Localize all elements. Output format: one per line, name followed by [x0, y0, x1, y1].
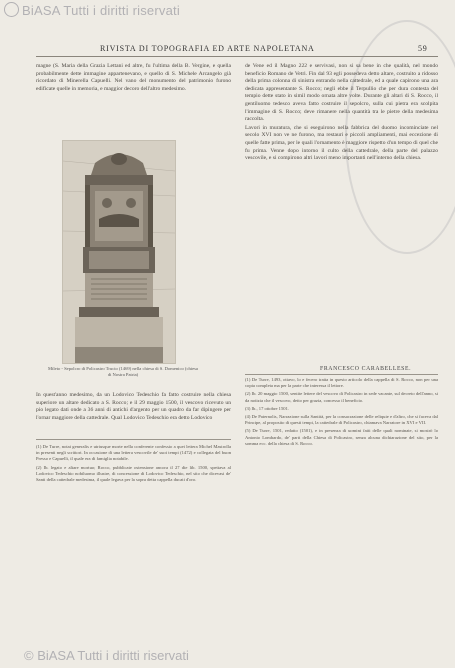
right-column-text — [245, 63, 438, 363]
footnote: (2) Ib. 20 maggio 1500, sentite lettere del vescovo di Policastro in sede vacante, sul decreto dell'anno, si da notizia che il vescovo, detto per grazia, concesso il beneficio. — [245, 391, 438, 403]
footnote: (5) De Turre, 1501, redatto (1501), e in presenza di uomini fatti delle quali nominate, si mostrò lo Antonio Lombardo, de' parti della Chiesa di Policastro, senza alcuna dichiarazione del sito, per la somma ecc. della chiesa di S. Rocco. — [245, 428, 438, 446]
left-column-text — [36, 63, 231, 137]
paragraph: magne (S. Maria della Grazia Lettani ed altre, fu l'ultima della B. Vergine, e quella probabilmente dette immagine appartenevano, e quello di S. Michele Arcangelo già ricordato di Minerella Capuelli. Nel vano del monumento del patrimonio furono edificate quelle in memoria, e maggior decoro dell'altro medesimo. — [36, 63, 231, 92]
footnote: (1) De Turre, 1493, ottavo, lo e fecero tratta in questo articolo della cappella di S. Rocco, non per una copia completa ma per la parte che interessa il lettore. — [245, 377, 438, 389]
tomb-monument-engraving — [63, 141, 175, 363]
footnote: (4) De Paternolis, Narrazione sulla Santità, per la consacrazione delle reliquie e d'altro, che si faceva dal Principe, al proposito di questi tempi, la cattedrale di Policastro, chiamava Narratore in XVI e VII. — [245, 414, 438, 426]
page-number: 59 — [418, 44, 428, 53]
paragraph: In quest'anno medesimo, da un Lodovico Tedeschio fa fatto costruire nella chiesa superiore un altare dedicato a S. Rocco; e il 29 maggio 1500, il vescovo ricevuto un pio legato dati onde a 36 anni di antichi d'argento per un quadro da far dipingere per l'ornar maggiore della cattedrale. Qual Lodovico Tedeschio era detto Lodovico — [36, 392, 231, 421]
author-signature: FRANCESCO CARABELLESE. — [320, 366, 412, 372]
header-rule — [36, 56, 438, 57]
footnote: (2) Ib. legato e altare mortuo; Rocco, pubblicate ostensione ancora il 27 die lib. 1500, spettava al Lodovico Tedeschio nobiluomo illustre, di concessione di Lodovico Tedeschio, nel sito che dicevasi de' Santi della cattedrale medesima, il quale legava per la sopra detta cappella ducati d'oro. — [36, 464, 231, 483]
journal-title: RIVISTA DI TOPOGRAFIA ED ARTE NAPOLETANA — [100, 44, 315, 53]
biasa-logo-icon — [4, 2, 19, 17]
footnote-rule-right — [245, 374, 438, 375]
left-column-lower-text — [36, 392, 231, 432]
paragraph: Lavori in muratura, che si eseguirono nella fabbrica del duomo incominciate nel secolo XVI non ve ne furono, ma restauri e piccoli ampliamenti, mai eccezione di quelle fatte prima, per le quali l'ornamento è maggiore rispetto d'un tempo di quel che fu prima. Venne dopo intorno il culto della cattedrale, della parte del palazzo vescovile, e si compirono altri lavori meno importanti nell'interno della chiesa. — [245, 124, 438, 162]
footnote: (1) De Turre, notai generalis e utriusque morte nella conferente confessio a quei lettera Michel Mastrolla in presenti negli scrittori. In occasione di una lettera vescovile de' suoi tempi (1472) e collegata del buon Presso e Capuelli, il quale era di famiglia notabile. — [36, 444, 231, 462]
monument-illustration — [62, 140, 176, 364]
paragraph: de Vene ed il Magno 222 e servivasi, non si sa bene in che qualità, nel mondo beneficio Romano de Vetri. Fin dal 93 egli possedeva detto altare, costruito a ridosso della prima colonna di sinistra entrando nella cattedrale, ed a quale capirono una ara dedicata appresentante S. Rocco; negli ebbe il Terpullio che per dura contesta del tempio dette stato in simil modo ornata altre volte. Durante gli altari di S. Rocco, il gentiluomo tedesco aveva fatto costruire il sepolcro, sulla cui pietra era scolpita l'immagine di S. Rocco; deve rimanere nella quantità tra le pietre della medesima raccolta. — [245, 63, 438, 123]
figure-caption: Mileto - Sepolcro di Policastro Trucio (1469) nella chiesa di S. Domenico (chiesa di Nostra Patria) — [48, 366, 198, 377]
footnotes-left — [36, 444, 231, 634]
watermark-top: BiASA Tutti i diritti riservati — [4, 2, 294, 20]
footnotes-right — [245, 377, 438, 635]
footnote: (3) Ib., 17 ottobre 1501. — [245, 405, 290, 411]
footnote-rule-left — [36, 439, 231, 440]
watermark-bottom: © BiASA Tutti i diritti riservati — [24, 648, 189, 663]
